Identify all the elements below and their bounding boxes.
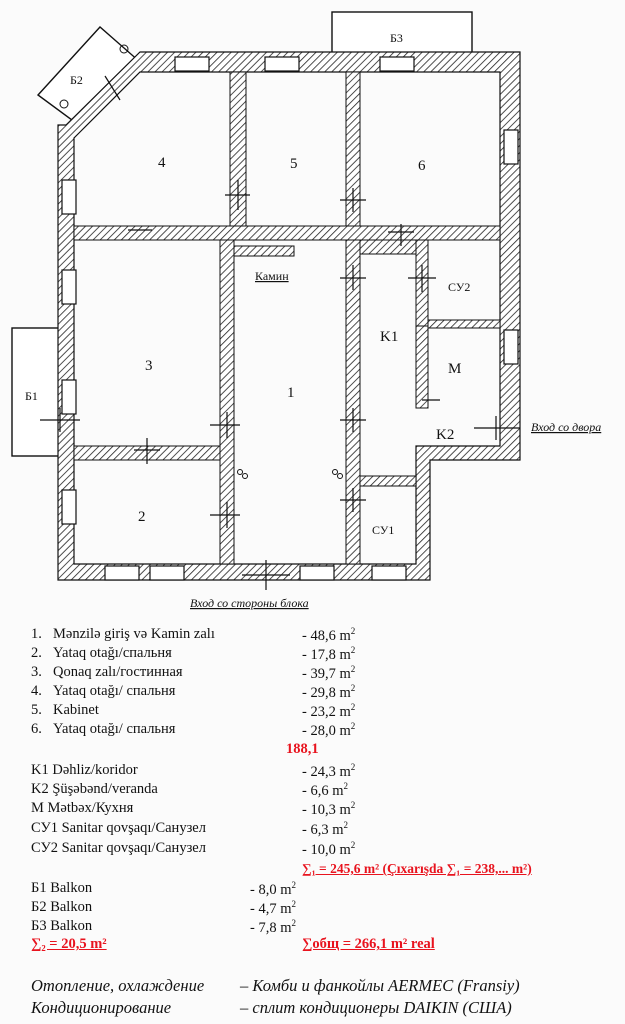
list-item: 4. Yataq otağı/ спальня [31, 683, 176, 699]
room-label-su2: СУ2 [448, 280, 471, 294]
room-label-5: 5 [290, 156, 298, 172]
footer-ac-value: – сплит кондиционеры DAIKIN (США) [240, 998, 512, 1017]
list-item: 3. Qonaq zalı/гостинная [31, 664, 183, 680]
aux-name: СУ1 Sanitar qovşaqı/Санузел [31, 820, 206, 836]
room-label-k1: K1 [380, 329, 399, 345]
aux-area: - 6,6 $m^2$ [302, 781, 348, 799]
list-item: 1. Mənzilə giriş və Kamin zalı [31, 626, 215, 642]
list-item: 5. Kabinet [31, 702, 99, 718]
aux-name: СУ2 Sanitar qovşaqı/Санузел [31, 840, 206, 856]
room-label-b3: Б3 [390, 31, 403, 45]
footer-heating-label: Отопление, охлаждение [31, 976, 205, 995]
room-name: Qonaq zalı/гостинная [53, 664, 183, 680]
aux-area: - 24,3 $m^2$ [302, 762, 356, 780]
block-entrance-label: Вход со стороны блока [190, 596, 309, 610]
balcony-name: Б2 Balkon [31, 899, 93, 915]
sum-total: ∑общ = 266,1 m² real [302, 936, 435, 952]
room-label-6: 6 [418, 158, 426, 174]
list-item: 6. Yataq otağı/ спальня [31, 721, 176, 737]
room-name: Yataq otağı/ спальня [53, 683, 176, 699]
room-area: - 23,2 $m^2$ [302, 702, 356, 720]
rooms-subtotal: 188,1 [286, 741, 319, 757]
sum1: ∑₁ = 245,6 m² (Çıxarışda ∑₁ = 238,... m²) [302, 861, 532, 876]
aux-area: - 10,0 $m^2$ [302, 840, 356, 858]
room-label-4: 4 [158, 155, 166, 171]
aux-area: - 10,3 $m^2$ [302, 800, 356, 818]
footer-heating-value: – Комби и фанкойлы AERMEC (Fransiy) [240, 976, 520, 995]
balcony-name: Б3 Balkon [31, 918, 93, 934]
room-name: Yataq otağı/спальня [53, 645, 172, 661]
footer-ac-label: Кондиционирование [31, 998, 172, 1017]
room-name: Mənzilə giriş və Kamin zalı [53, 626, 215, 642]
room-label-3: 3 [145, 358, 153, 374]
room-area: - 39,7 $m^2$ [302, 664, 356, 682]
room-label-b2: Б2 [70, 73, 83, 87]
room-name: Kabinet [53, 702, 99, 718]
balcony-area: - 4,7 $m^2$ [250, 899, 296, 917]
room-label-2: 2 [138, 509, 146, 525]
outer-walls [58, 52, 520, 580]
list-item: 2. Yataq otağı/спальня [31, 645, 172, 661]
room-label-1: 1 [287, 385, 295, 401]
balcony-name: Б1 Balkon [31, 880, 93, 896]
balcony-area: - 8,0 $m^2$ [250, 880, 296, 898]
inner-walls [74, 72, 500, 564]
room-area: - 48,6 $m^2$ [302, 626, 356, 644]
room-label-m: M [448, 361, 462, 377]
room-label-b1: Б1 [25, 389, 38, 403]
room-label-su1: СУ1 [372, 523, 395, 537]
room-area: - 28,0 $m^2$ [302, 721, 356, 739]
fireplace-label: Камин [255, 269, 289, 283]
room-area: - 17,8 $m^2$ [302, 645, 356, 663]
balcony-area: - 7,8 $m^2$ [250, 918, 296, 936]
sum2: ∑₂ = 20,5 m² [31, 936, 107, 952]
aux-name: K2 Şüşəbənd/veranda [31, 781, 158, 797]
yard-entrance-label: Вход со двора [531, 420, 602, 434]
aux-area: - 6,3 $m^2$ [302, 820, 348, 838]
aux-name: K1 Dəhliz/koridor [31, 762, 138, 778]
aux-name: M Mətbəx/Кухня [31, 800, 134, 816]
room-name: Yataq otağı/ спальня [53, 721, 176, 737]
room-label-k2: K2 [436, 427, 455, 443]
room-area: - 29,8 $m^2$ [302, 683, 356, 701]
